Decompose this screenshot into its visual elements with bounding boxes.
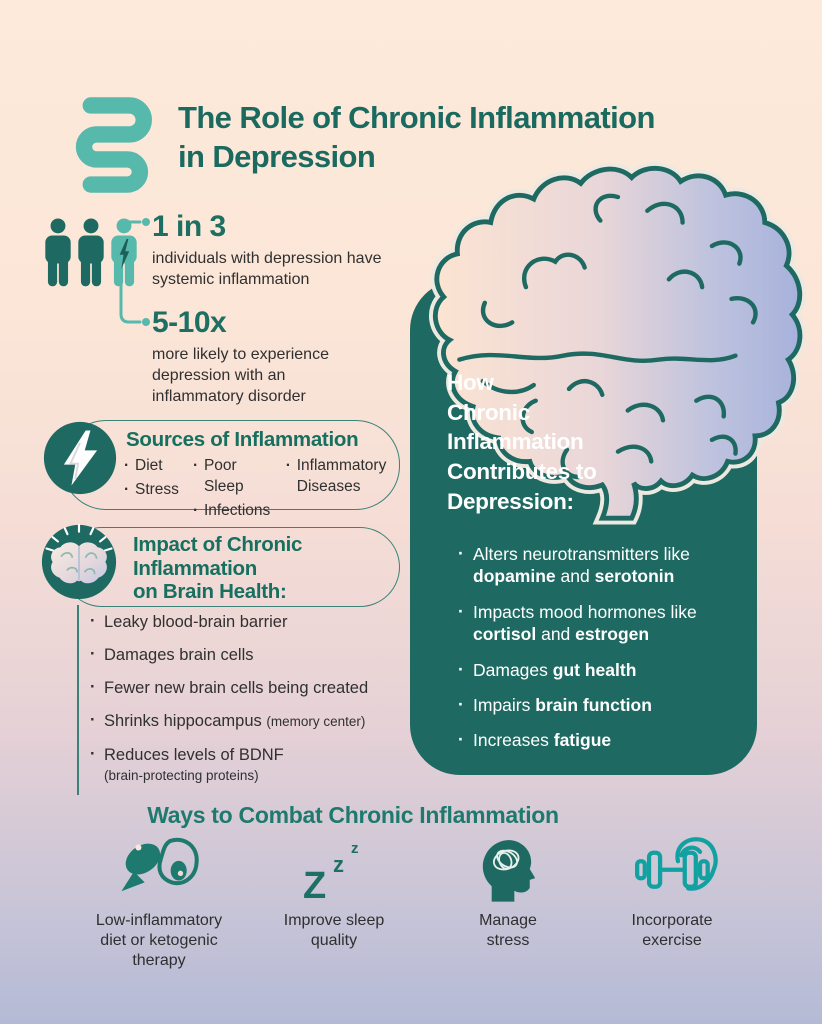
combat-item-exercise — [592, 834, 752, 951]
combat-label: Incorporate exercise — [631, 912, 713, 949]
impact-connector-line — [77, 605, 79, 795]
sources-title: Sources of Inflammation — [126, 428, 359, 451]
contribution-title-line: Depression: — [447, 488, 574, 514]
combat-title: Ways to Combat Chronic Inflammation — [147, 802, 559, 828]
impact-title-line: on Brain Health: — [133, 580, 287, 604]
stat-2-value: 5-10x — [152, 306, 227, 339]
contribution-list — [458, 543, 746, 765]
sleep-zzz-icon — [301, 834, 367, 907]
person-icon — [44, 214, 72, 297]
impact-title-line: Impact of Chronic — [133, 533, 303, 556]
head-stress-icon — [479, 834, 537, 902]
impact-list — [90, 612, 402, 798]
combat-item-stress — [430, 834, 586, 951]
contribution-item: · Alters neurotransmitters like dopamine and serotonin — [458, 543, 746, 588]
person-with-inflammation-icon — [110, 214, 138, 297]
impact-item: · Shrinks hippocampus (memory center) — [90, 711, 402, 731]
source-item: · Diet — [124, 456, 179, 477]
gut-logo-icon — [56, 92, 166, 203]
contribution-title-line: Contributes to — [447, 459, 597, 485]
impact-item: · Damages brain cells — [90, 645, 402, 665]
lightning-icon — [42, 420, 118, 501]
source-item: · Infections — [193, 501, 272, 522]
contribution-title-line: Chronic — [447, 399, 530, 425]
page-title-line1: The Role of Chronic Inflammation — [178, 100, 655, 135]
contribution-item: · Damages gut health — [458, 659, 746, 681]
impact-title — [133, 533, 302, 604]
combat-item-sleep — [254, 834, 414, 951]
contribution-item: · Increases fatigue — [458, 729, 746, 751]
z-glyph: z — [333, 852, 344, 877]
contribution-item: · Impacts mood hormones like cortisol and estrogen — [458, 601, 746, 646]
combat-item-diet — [69, 834, 249, 970]
brain-shine-icon — [38, 519, 120, 606]
source-item: · Poor Sleep — [193, 456, 272, 498]
people-icons — [44, 214, 138, 297]
z-glyph: z — [351, 840, 359, 857]
fish-avocado-icon — [116, 834, 202, 902]
stat-1-value — [152, 210, 226, 244]
impact-item: · Fewer new brain cells being created — [90, 678, 402, 698]
page-title-line2: in Depression — [178, 138, 376, 174]
stat-2-desc: more likely to experience depression with an inflammatory disorder — [152, 346, 329, 406]
sources-list — [124, 456, 390, 522]
source-item: · Stress — [124, 480, 179, 501]
combat-label: Manage stress — [479, 912, 537, 949]
combat-label: Improve sleep quality — [283, 912, 385, 949]
stat-1-num2: 3 — [209, 210, 226, 243]
contribution-title-line: How — [447, 370, 494, 395]
combat-label: Low-inflammatory diet or ketogenic therapy — [95, 912, 223, 969]
impact-item: · Leaky blood-brain barrier — [90, 612, 402, 632]
z-glyph: Z — [303, 865, 327, 907]
impact-item: · Reduces levels of BDNF (brain-protecting proteins) — [90, 745, 402, 785]
contribution-title — [447, 368, 597, 516]
stat-1-num1: 1 — [152, 210, 169, 243]
stat-1-mid: in — [176, 210, 202, 243]
contribution-title-line: Inflammation — [447, 429, 584, 455]
source-item: · Inflammatory Diseases — [286, 456, 390, 498]
dumbbell-icon — [622, 834, 722, 902]
stat-1-desc: individuals with depression have systemic inflammation — [152, 250, 382, 289]
person-icon — [77, 214, 105, 297]
contribution-item: · Impairs brain function — [458, 694, 746, 716]
impact-title-line: Inflammation — [133, 556, 257, 580]
